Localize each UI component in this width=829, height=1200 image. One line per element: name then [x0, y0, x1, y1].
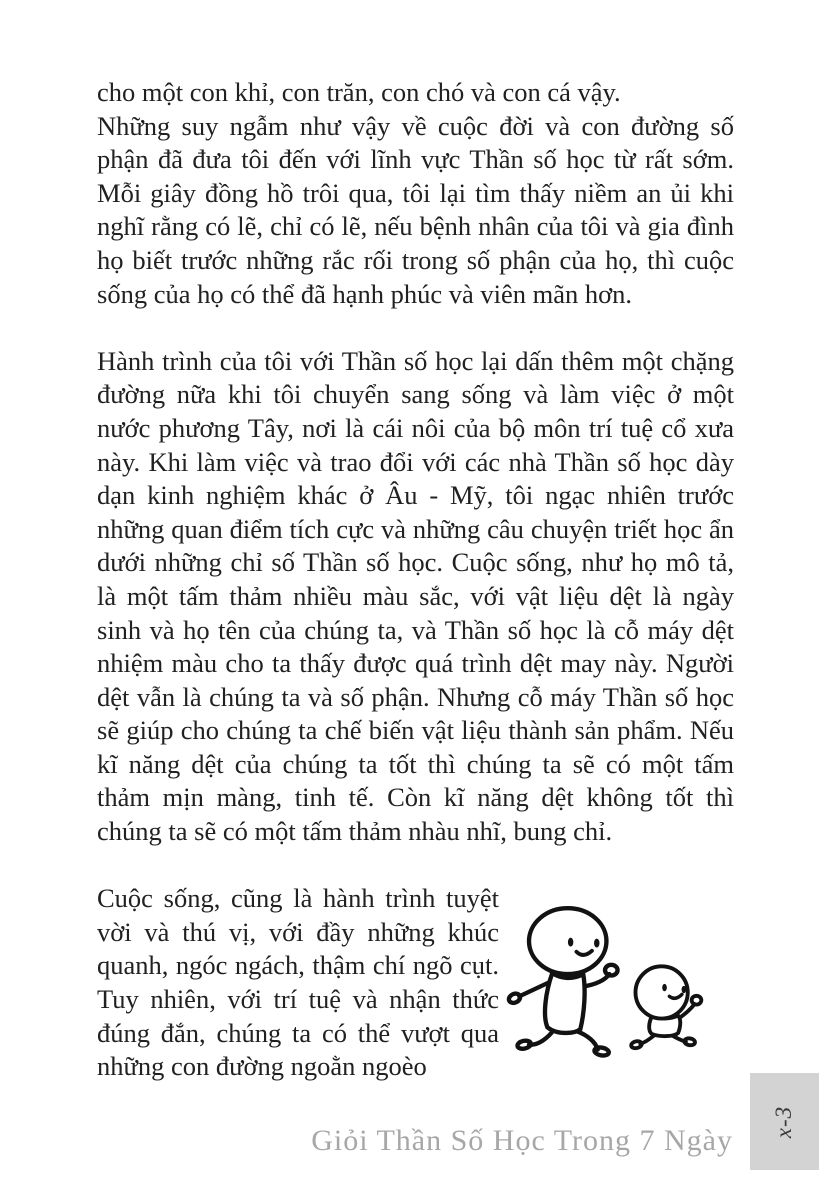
footer-book-title: Giỏi Thần Số Học Trong 7 Ngày [311, 1124, 733, 1157]
paragraph-with-illustration-row [97, 882, 734, 1097]
running-figures-illustration [499, 884, 741, 1097]
big-figure [507, 908, 617, 1056]
paragraph-reflections: Những suy ngẫm như vậy về cuộc đời và con đường số phận đã đưa tôi đến với lĩnh vực Thần số học từ rất sớm. Mỗi giây đồng hồ trôi qua, tôi lại tìm thấy niềm an ủi khi nghĩ rằng có lẽ, chỉ có lẽ, nếu bệnh nhân của tôi và gia đình họ biết trước những rắc rối trong số phận của họ, thì cuộc sống của họ có thể đã hạnh phúc và viên mãn hơn. [97, 110, 734, 309]
page-number-tab [750, 1073, 819, 1170]
small-figure [631, 967, 702, 1050]
paragraph-continuation: cho một con khỉ, con trăn, con chó và con cá vậy. [97, 77, 621, 107]
page-number-label: x-3 [771, 1105, 797, 1138]
page-text-block [97, 76, 734, 1097]
illustration-container [499, 882, 741, 1097]
paragraph-journey: Hành trình của tôi với Thần số học lại dấn thêm một chặng đường nữa khi tôi chuyển sang sống và làm việc ở một nước phương Tây, nơi là cái nôi của bộ môn trí tuệ cổ xưa này. Khi làm việc và trao đổi với các nhà Thần số học dày dạn kinh nghiệm khác ở Âu - Mỹ, tôi ngạc nhiên trước những quan điểm tích cực và những câu chuyện triết học ẩn dưới những chỉ số Thần số học. Cuộc sống, như họ mô tả, là một tấm thảm nhiều màu sắc, với vật liệu dệt là ngày sinh và họ tên của chúng ta, và Thần số học là cỗ máy dệt nhiệm màu cho ta thấy được quá trình dệt may này. Người dệt vẫn là chúng ta và số phận. Nhưng cỗ máy Thần số học sẽ giúp cho chúng ta chế biến vật liệu thành sản phẩm. Nếu kĩ năng dệt của chúng ta tốt thì chúng ta sẽ có một tấm thảm mịn màng, tinh tế. Còn kĩ năng dệt không tốt thì chúng ta sẽ có một tấm thảm nhàu nhĩ, bung chỉ. [97, 345, 734, 847]
paragraph-life-journey: Cuộc sống, cũng là hành trình tuyệt vời và thú vị, với đầy những khúc quanh, ngóc ngách, thậm chí ngõ cụt. Tuy nhiên, với trí tuệ và nhận thức đúng đắn, chúng ta có thể vượt qua những con đường ngoằn ngoèo [97, 883, 499, 1082]
